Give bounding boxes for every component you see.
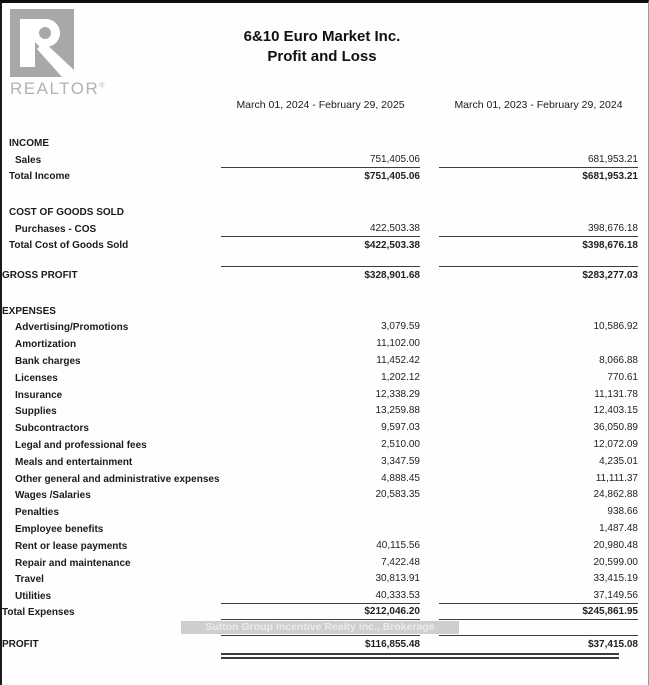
row-label: Bank charges [15, 355, 81, 367]
row-value-period2: 12,403.15 [593, 405, 638, 417]
row-value-period2: $245,861.95 [439, 603, 638, 620]
report-row [2, 570, 638, 587]
report-row [2, 236, 638, 253]
row-value-period1: 4,888.45 [381, 472, 420, 484]
report-row [2, 334, 638, 351]
period2-header: March 01, 2023 - February 29, 2024 [454, 99, 623, 111]
column-gap [420, 603, 439, 620]
row-value-period2 [439, 218, 638, 219]
period-column-headers [2, 98, 638, 112]
row-value-period2: 37,149.56 [593, 590, 638, 602]
row-label: Total Cost of Goods Sold [9, 239, 129, 251]
row-label: Meals and entertainment [15, 456, 133, 468]
row-value-period2 [439, 350, 638, 351]
row-value-period2: 36,050.89 [593, 422, 638, 434]
row-value-period1: $751,405.06 [221, 167, 420, 184]
row-value-period1: 13,259.88 [375, 405, 420, 417]
period1-header: March 01, 2024 - February 29, 2025 [236, 99, 405, 111]
report-row [2, 266, 638, 283]
row-label: GROSS PROFIT [2, 269, 78, 281]
header-spacer [2, 98, 221, 112]
report-row [2, 301, 638, 318]
report-row [2, 133, 638, 150]
watermark-row [2, 620, 638, 635]
report-row [2, 202, 638, 219]
row-value-period1: 11,452.42 [376, 354, 420, 366]
report-row [2, 452, 638, 469]
row-value-period2: $681,953.21 [439, 167, 638, 184]
row-value-period2: 20,599.00 [593, 556, 638, 568]
row-value-period2: $398,676.18 [439, 236, 638, 253]
row-label: Sales [15, 154, 42, 166]
row-value-period1: $328,901.68 [221, 266, 420, 283]
row-value-period1: 3,079.59 [381, 321, 420, 333]
row-value-period2 [439, 317, 638, 318]
report-row [2, 402, 638, 419]
row-label: Other general and administrative expenses [15, 473, 220, 485]
row-value-period1 [221, 535, 420, 536]
row-label: PROFIT [2, 639, 39, 651]
report-title: Profit and Loss [267, 48, 377, 65]
row-value-period1: $116,855.48 [221, 635, 420, 652]
profit-double-rule [2, 652, 638, 661]
row-label: Travel [15, 574, 44, 586]
row-value-period1: 3,347.59 [381, 455, 420, 467]
row-value-period1 [221, 518, 420, 519]
report-row [2, 553, 638, 570]
column-gap [420, 98, 439, 112]
row-value-period2: 8,066.88 [599, 354, 638, 366]
report-row [2, 486, 638, 503]
row-label: EXPENSES [2, 305, 56, 317]
report-header [2, 27, 642, 67]
row-value-period2: 10,586.92 [593, 321, 638, 333]
row-value-period1 [221, 149, 420, 150]
row-value-period1: 422,503.38 [369, 222, 420, 234]
row-value-period2: 11,131.78 [594, 388, 638, 400]
report-row [2, 502, 638, 519]
row-label: Rent or lease payments [15, 540, 128, 552]
row-label: Repair and maintenance [15, 557, 131, 569]
report-row [2, 219, 638, 236]
row-value-period2: 11,111.37 [595, 472, 638, 484]
company-name: 6&10 Euro Market Inc. [243, 28, 401, 45]
row-label: Purchases - COS [15, 223, 97, 235]
row-value-period1: $212,046.20 [221, 603, 420, 620]
row-value-period1: 11,102.00 [376, 338, 420, 350]
row-label: Legal and professional fees [15, 439, 147, 451]
row-value-period2: 681,953.21 [587, 153, 638, 165]
double-rule-period2 [420, 653, 619, 659]
registered-mark: ® [99, 82, 105, 90]
row-label: Supplies [15, 406, 57, 418]
report-row [2, 536, 638, 553]
rule-spacer [2, 652, 221, 661]
row-value-period2: 4,235.01 [599, 455, 638, 467]
report-row [2, 603, 638, 620]
row-label: Advertising/Promotions [15, 322, 129, 334]
realtor-logo-label: REALTOR® [10, 79, 105, 98]
row-label: Penalties [15, 507, 59, 519]
row-value-period2: 398,676.18 [587, 222, 638, 234]
report-row [2, 318, 638, 335]
report-table [2, 133, 638, 661]
row-value-period1: $422,503.38 [221, 236, 420, 253]
row-value-period1 [221, 218, 420, 219]
row-label: Amortization [15, 339, 77, 351]
row-value-period2: $283,277.03 [439, 266, 638, 283]
row-value-period2: 20,980.48 [593, 539, 638, 551]
row-value-period2: 770.61 [607, 371, 638, 383]
report-row [2, 351, 638, 368]
row-value-period1: 12,338.29 [375, 388, 420, 400]
report-row [2, 167, 638, 184]
row-value-period2: $37,415.08 [439, 635, 638, 652]
row-value-period1: 20,583.35 [375, 489, 420, 501]
report-row [2, 469, 638, 486]
row-value-period2: 938.66 [607, 506, 638, 518]
row-value-period2: 33,415.19 [593, 573, 638, 585]
report-row [2, 418, 638, 435]
row-label: Total Expenses [2, 607, 75, 619]
row-label: Wages /Salaries [15, 490, 91, 502]
report-row [2, 150, 638, 167]
report-row [2, 635, 638, 652]
row-label: COST OF GOODS SOLD [9, 206, 125, 218]
column-gap [420, 236, 439, 253]
report-row [2, 519, 638, 536]
row-value-period1: 751,405.06 [369, 153, 420, 165]
row-label: Licenses [15, 372, 58, 384]
row-value-period1: 7,422.48 [381, 556, 420, 568]
row-value-period1 [221, 317, 420, 318]
row-value-period2: 24,862.88 [593, 489, 638, 501]
row-label: Total Income [9, 170, 70, 182]
row-value-period2 [439, 149, 638, 150]
report-row [2, 368, 638, 385]
watermark: Sutton Group Incentive Realty Inc., Brokerage [181, 621, 459, 634]
column-gap [420, 635, 439, 652]
row-value-period2: 12,072.09 [593, 438, 638, 450]
row-value-period1: 2,510.00 [381, 438, 420, 450]
double-rule-period1 [221, 653, 420, 659]
report-row [2, 385, 638, 402]
row-value-period1: 40,115.56 [376, 539, 420, 551]
report-row [2, 586, 638, 603]
row-label: INCOME [9, 138, 49, 149]
column-gap [420, 167, 439, 184]
row-value-period1: 40,333.53 [375, 590, 420, 602]
row-value-period1: 30,813.91 [375, 573, 420, 585]
row-value-period2: 1,487.48 [599, 522, 638, 534]
row-label: Subcontractors [15, 423, 89, 435]
column-gap [420, 266, 439, 283]
row-label: Utilities [15, 591, 52, 603]
row-label: Insurance [15, 389, 63, 401]
row-value-period1: 9,597.03 [381, 422, 420, 434]
row-value-period1: 1,202.12 [381, 371, 420, 383]
report-row [2, 435, 638, 452]
row-label: Employee benefits [15, 523, 104, 535]
